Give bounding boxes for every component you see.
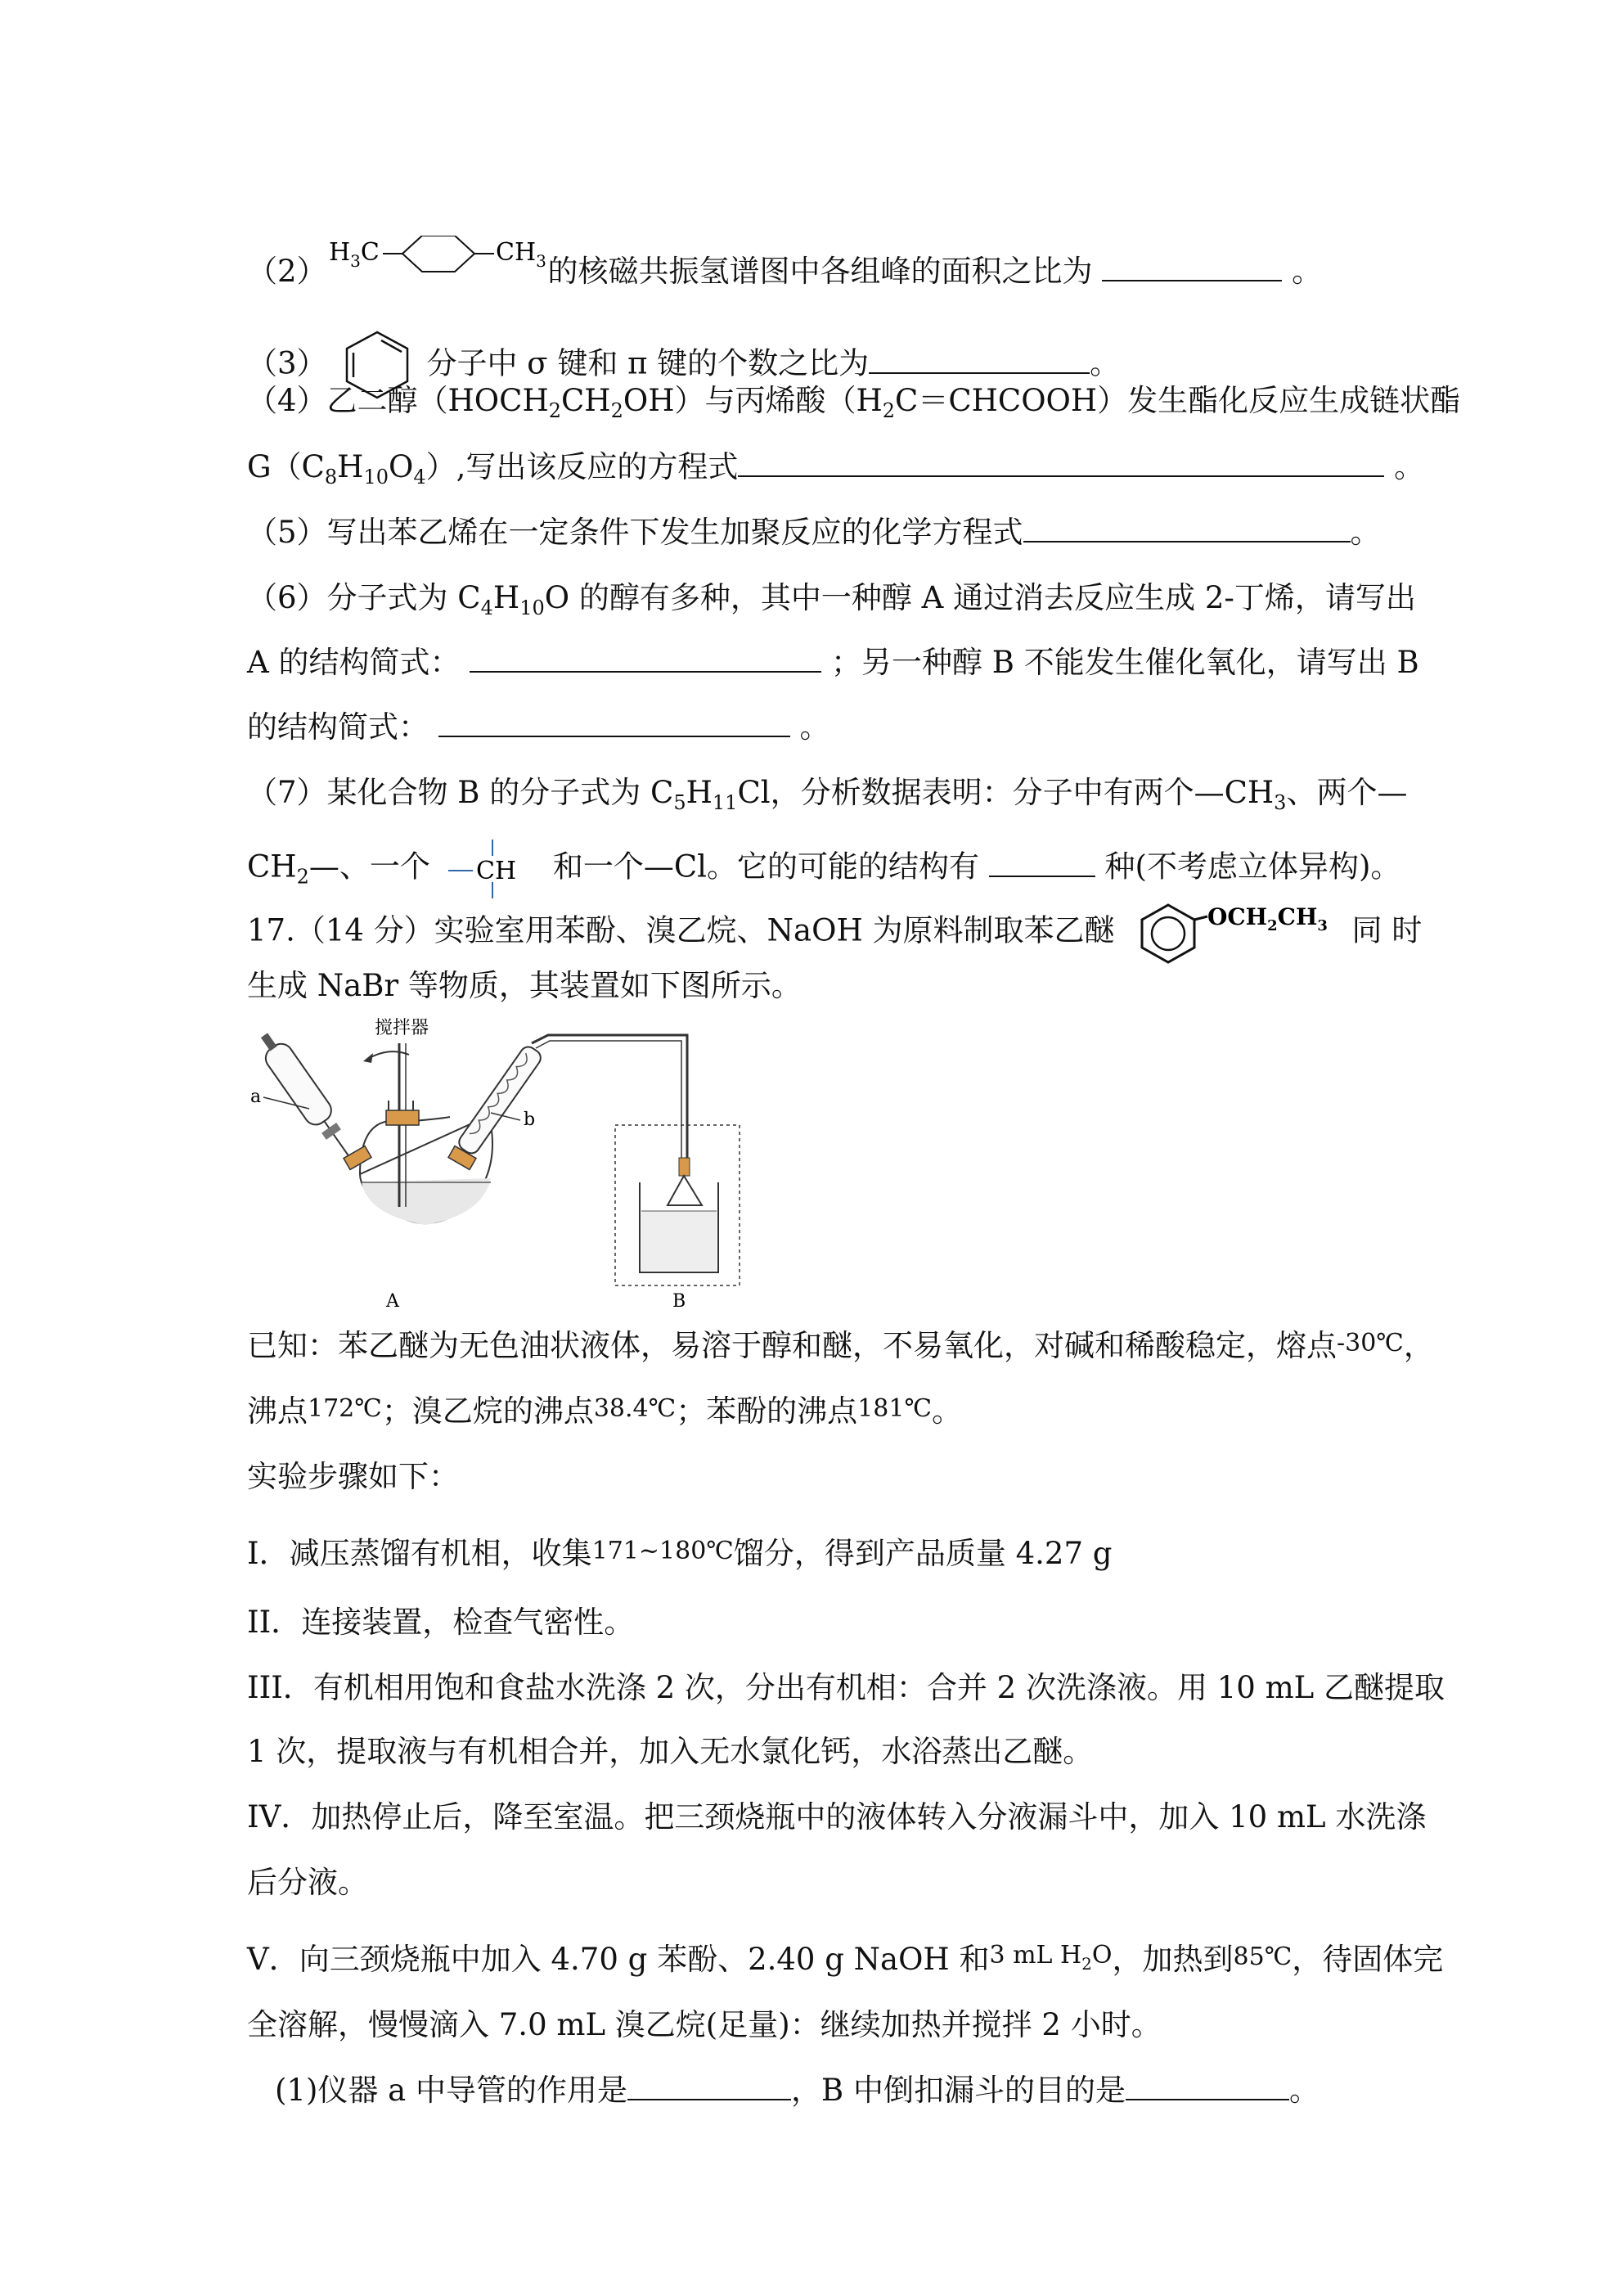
text: （5）写出苯乙烯在一定条件下发生加聚反应的化学方程式	[247, 515, 1023, 550]
subscript: 3	[1274, 791, 1287, 814]
answer-blank[interactable]	[869, 344, 1090, 374]
text: O 的醇有多种，其中一种醇 A 通过消去反应生成 2-丁烯，请写出	[544, 580, 1416, 615]
water-amount: 3 mL H2O	[989, 1941, 1113, 1974]
known-line-2	[247, 1391, 962, 1434]
question-5	[247, 512, 1381, 553]
caption-b: B	[672, 1291, 686, 1312]
stirrer-label: 搅拌器	[375, 1018, 429, 1038]
subscript: 2	[610, 399, 623, 422]
mol-right-sub: 3	[535, 251, 546, 271]
step-2	[247, 1602, 634, 1643]
subscript: 10	[363, 466, 389, 488]
subscript: 5	[673, 791, 686, 814]
text: 生成 NaBr 等物质，其装置如下图所示。	[247, 968, 802, 1003]
text: H	[686, 775, 713, 810]
subscript: 4	[480, 597, 493, 619]
text: 后分液。	[247, 1865, 368, 1900]
text: 的结构简式：	[247, 709, 429, 745]
mol-left-sub: 3	[349, 251, 361, 271]
steps-title	[247, 1456, 459, 1497]
punctuation: 。	[1292, 254, 1323, 289]
mol-left-c: C	[360, 238, 380, 267]
boiling-point-bromoethane: 38.4℃	[593, 1394, 677, 1423]
boiling-point-phenetole: 172℃	[308, 1394, 382, 1423]
step-5-line-1	[247, 1939, 1443, 1983]
answer-blank-b[interactable]	[1126, 2071, 1289, 2100]
label-a: a	[250, 1087, 262, 1107]
question-17-line-2	[247, 966, 802, 1006]
question-2	[247, 236, 1322, 312]
text: 和一个—Cl。它的可能的结构有	[552, 849, 980, 885]
text: ；另一种醇 B 不能发生催化氧化，请写出 B	[831, 645, 1419, 680]
question-17-line-1	[247, 900, 1422, 966]
text: 、两个—	[1286, 775, 1408, 810]
text: 馏分，得到产品质量 4.27 g	[733, 1536, 1113, 1571]
subscript: 4	[413, 466, 426, 488]
apparatus-figure	[245, 1011, 753, 1313]
text: ）,写出该反应的方程式	[425, 449, 739, 484]
step-3-line-1	[247, 1668, 1445, 1708]
text: （4）乙二醇（HOCH	[247, 383, 549, 418]
text: 实验步骤如下：	[247, 1459, 459, 1494]
text: G（C	[247, 449, 325, 484]
subscript: 8	[324, 466, 338, 488]
punctuation: 。	[1288, 2073, 1320, 2108]
answer-blank-a[interactable]	[627, 2071, 791, 2100]
question-7-line-1	[247, 772, 1407, 813]
mol-ch: CH	[1278, 903, 1318, 930]
phenetole-structure	[1135, 900, 1332, 966]
text: 沸点	[247, 1393, 308, 1429]
question-number: （2）	[247, 254, 327, 289]
text: ，B 中倒扣漏斗的目的是	[791, 2073, 1126, 2108]
answer-blank[interactable]	[1023, 513, 1351, 542]
step-1	[247, 1533, 1112, 1577]
punctuation: 。	[1394, 449, 1425, 484]
mol-och: OCH	[1207, 903, 1268, 930]
subscript: 2	[548, 399, 561, 422]
question-text: 分子中 σ 键和 π 键的个数之比为	[426, 345, 870, 381]
text: ，待固体完	[1292, 1942, 1444, 1977]
methine-group-structure	[447, 836, 537, 902]
question-6-line-2	[247, 642, 1419, 683]
boiling-point-phenol: 181℃	[857, 1394, 933, 1423]
text: ，	[1403, 1328, 1434, 1363]
mol-right-ch: CH	[495, 238, 536, 267]
answer-blank[interactable]	[989, 848, 1095, 877]
step-5-line-2	[247, 2005, 1162, 2046]
text: A 的结构简式：	[247, 645, 461, 680]
mol-sub: 2	[1267, 917, 1279, 934]
answer-blank[interactable]	[1102, 252, 1282, 281]
answer-blank[interactable]	[738, 448, 1384, 477]
punctuation: 。	[799, 709, 830, 745]
melting-point: -30℃	[1337, 1329, 1404, 1357]
text: C＝CHCOOH）发生酯化反应生成链状酯	[895, 383, 1461, 418]
text: —、一个	[308, 849, 430, 885]
question-4-line-1	[247, 380, 1460, 421]
svg-text:H3C	[329, 238, 380, 271]
text: 1 次，提取液与有机相合并，加入无水氯化钙，水浴蒸出乙醚。	[247, 1734, 1094, 1769]
step-4-line-2	[247, 1862, 368, 1903]
subscript: 11	[712, 791, 738, 814]
text: IV．加热停止后，降至室温。把三颈烧瓶中的液体转入分液漏斗中，加入 10 mL 水洗涤	[247, 1799, 1427, 1835]
text: 同 时	[1351, 912, 1423, 948]
text: V．向三颈烧瓶中加入 4.70 g 苯酚、2.40 g NaOH 和	[247, 1942, 990, 1977]
caption-a: A	[386, 1291, 399, 1312]
subscript: 2	[882, 399, 896, 422]
text: 全溶解，慢慢滴入 7.0 mL 溴乙烷(足量)：继续加热并搅拌 2 小时。	[247, 2007, 1162, 2042]
text: （6）分子式为 C	[247, 580, 481, 615]
question-6-line-3	[247, 707, 830, 748]
mol-left-h: H	[328, 238, 350, 267]
text: H	[337, 449, 364, 484]
punctuation: 。	[1350, 515, 1381, 550]
subscript: 10	[519, 597, 545, 619]
text: II．连接装置，检查气密性。	[247, 1605, 635, 1640]
text: 种(不考虑立体异构)。	[1104, 849, 1401, 885]
text: I．减压蒸馏有机相，收集	[247, 1536, 592, 1571]
text: 已知：苯乙醚为无色油状液体，易溶于醇和醚，不易氧化，对碱和稀酸稳定，熔点	[247, 1328, 1337, 1363]
text: Cl，分析数据表明：分子中有两个—CH	[737, 775, 1275, 810]
text: （7）某化合物 B 的分子式为 C	[247, 775, 674, 810]
text: O	[388, 449, 414, 484]
mol-sub: 3	[1317, 917, 1329, 934]
question-text: 的核磁共振氢谱图中各组峰的面积之比为	[547, 254, 1093, 289]
text: ；苯酚的沸点	[676, 1393, 858, 1429]
ch-label: CH	[475, 857, 516, 885]
answer-blank-b[interactable]	[438, 708, 790, 737]
question-6-line-1	[247, 578, 1416, 619]
question-number: （3）	[247, 345, 327, 381]
step-4-line-1	[247, 1797, 1426, 1838]
text: CH	[247, 849, 297, 885]
step-3-line-2	[247, 1731, 1093, 1772]
text: III．有机相用饱和食盐水洗涤 2 次，分出有机相：合并 2 次洗涤液。用 10 mL 乙醚提取	[247, 1670, 1445, 1705]
svg-text:CH3	[496, 238, 546, 271]
dimethylcyclohexane-structure	[327, 236, 548, 312]
answer-blank-a[interactable]	[470, 643, 821, 673]
sub-question-1	[275, 2070, 1320, 2111]
text: ，加热到	[1112, 1942, 1234, 1977]
temperature-range: 171~180℃	[591, 1537, 734, 1565]
label-b: b	[524, 1110, 536, 1130]
question-4-line-2	[247, 447, 1424, 488]
known-line-1	[247, 1326, 1434, 1369]
text: OH）与丙烯酸（H	[623, 383, 883, 418]
text: (1)仪器 a 中导管的作用是	[275, 2073, 627, 2108]
subscript: 2	[296, 865, 309, 889]
question-7-line-2	[247, 836, 1400, 902]
text: 17.（14 分）实验室用苯酚、溴乙烷、NaOH 为原料制取苯乙醚	[247, 912, 1115, 948]
text: 。	[932, 1393, 963, 1429]
heating-temperature: 85℃	[1233, 1943, 1293, 1971]
punctuation: 。	[1090, 345, 1121, 381]
text: ；溴乙烷的沸点	[381, 1393, 594, 1429]
svg-text:OCH2CH3	[1207, 903, 1328, 934]
text: CH	[561, 383, 611, 418]
text: H	[492, 580, 520, 615]
